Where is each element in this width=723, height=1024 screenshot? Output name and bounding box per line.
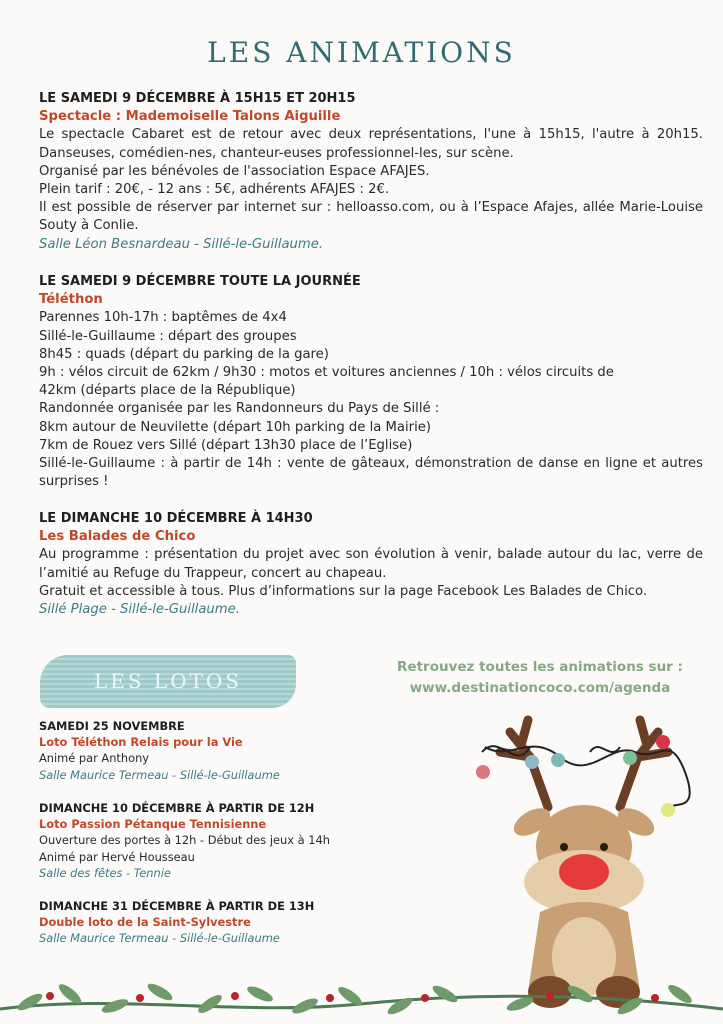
light-bulb-icon	[551, 753, 565, 767]
loto-name: Loto Passion Pétanque Tennisienne	[39, 817, 267, 832]
event-line: Randonnée organisée par les Randonneurs du Pays de Sillé :	[39, 401, 440, 417]
page-title: LES ANIMATIONS	[207, 36, 516, 69]
event-name: Les Balades de Chico	[39, 529, 196, 545]
event-location: Sillé Plage - Sillé-le-Guillaume.	[39, 602, 240, 618]
promo-link[interactable]: www.destinationcoco.com/agenda	[409, 680, 671, 696]
light-bulb-icon	[623, 751, 637, 765]
light-bulb-icon	[656, 735, 670, 749]
event-date: LE DIMANCHE 10 DÉCEMBRE À 14H30	[39, 511, 313, 526]
loto-item	[39, 898, 379, 947]
event-line: Plein tarif : 20€, - 12 ans : 5€, adhérents AFAJES : 2€.	[39, 182, 390, 198]
loto-name: Double loto de la Saint-Sylvestre	[39, 915, 251, 930]
event-name: Spectacle : Mademoiselle Talons Aiguille	[39, 109, 341, 125]
event-line: Le spectacle Cabaret est de retour avec deux représentations, l'une à 15h15, l'autre à 20h15. Danseuses, comédien-nes, chanteur-euses professionnel-les, sur scène.	[39, 127, 703, 161]
loto-location: Salle Maurice Termeau - Sillé-le-Guillaume	[39, 931, 280, 946]
loto-date: DIMANCHE 31 DÉCEMBRE À PARTIR DE 13H	[39, 899, 315, 913]
event-location: Salle Léon Besnardeau - Sillé-le-Guillaume.	[39, 236, 324, 252]
lotos-banner	[40, 655, 296, 708]
event-line: 8km autour de Neuvilette (départ 10h parking de la Mairie)	[39, 419, 431, 435]
event-line: 7km de Rouez vers Sillé (départ 13h30 place de l’Eglise)	[39, 437, 413, 453]
event-line: Sillé-le-Guillaume : à partir de 14h : vente de gâteaux, démonstration de danse en ligne et autres surprises !	[39, 456, 703, 490]
loto-location: Salle des fêtes - Tennie	[39, 865, 171, 880]
event-line: 8h45 : quads (départ du parking de la gare)	[39, 346, 329, 362]
promo-block	[380, 657, 700, 699]
loto-date: SAMEDI 25 NOVEMBRE	[39, 719, 185, 733]
loto-line: Animé par Hervé Housseau	[39, 849, 195, 864]
loto-date: DIMANCHE 10 DÉCEMBRE À PARTIR DE 12H	[39, 801, 315, 815]
loto-line: Animé par Anthony	[39, 751, 150, 766]
event-line: Parennes 10h-17h : baptêmes de 4x4	[39, 310, 287, 326]
event-balades	[39, 510, 703, 619]
event-spectacle	[39, 90, 703, 254]
light-bulb-icon	[525, 755, 539, 769]
loto-item	[39, 718, 379, 783]
event-date: LE SAMEDI 9 DÉCEMBRE À 15H15 ET 20H15	[39, 91, 356, 106]
event-line: Organisé par les bénévoles de l'association Espace AFAJES.	[39, 163, 430, 179]
event-name: Téléthon	[39, 292, 103, 308]
red-nose-icon	[559, 854, 609, 890]
loto-item	[39, 800, 379, 881]
holly-garland	[0, 954, 723, 1024]
event-line: Sillé-le-Guillaume : départ des groupes	[39, 328, 297, 344]
event-line: Il est possible de réserver par internet sur : helloasso.com, ou à l’Espace Afajes, allée Marie-Louise Souty à Conlie.	[39, 200, 703, 234]
lotos-heading: LES LOTOS	[93, 669, 243, 693]
loto-name: Loto Téléthon Relais pour la Vie	[39, 735, 243, 750]
promo-text: Retrouvez toutes les animations sur :	[397, 659, 683, 675]
event-line: Gratuit et accessible à tous. Plus d’informations sur la page Facebook Les Balades de Chico.	[39, 583, 648, 599]
loto-line: Ouverture des portes à 12h - Début des jeux à 14h	[39, 833, 330, 848]
loto-location: Salle Maurice Termeau - Sillé-le-Guillaume	[39, 767, 280, 782]
event-line: Au programme : présentation du projet avec son évolution à venir, balade autour du lac, verre de l’amitié au Refuge du Trappeur, concert au chapeau.	[39, 547, 703, 581]
event-telethon	[39, 273, 703, 491]
light-bulb-icon	[661, 803, 675, 817]
event-date: LE SAMEDI 9 DÉCEMBRE TOUTE LA JOURNÉE	[39, 274, 361, 289]
light-bulb-icon	[476, 765, 490, 779]
event-line: 9h : vélos circuit de 62km / 9h30 : motos et voitures anciennes / 10h : vélos circuits de 42km (départs place de la République)	[39, 365, 614, 399]
